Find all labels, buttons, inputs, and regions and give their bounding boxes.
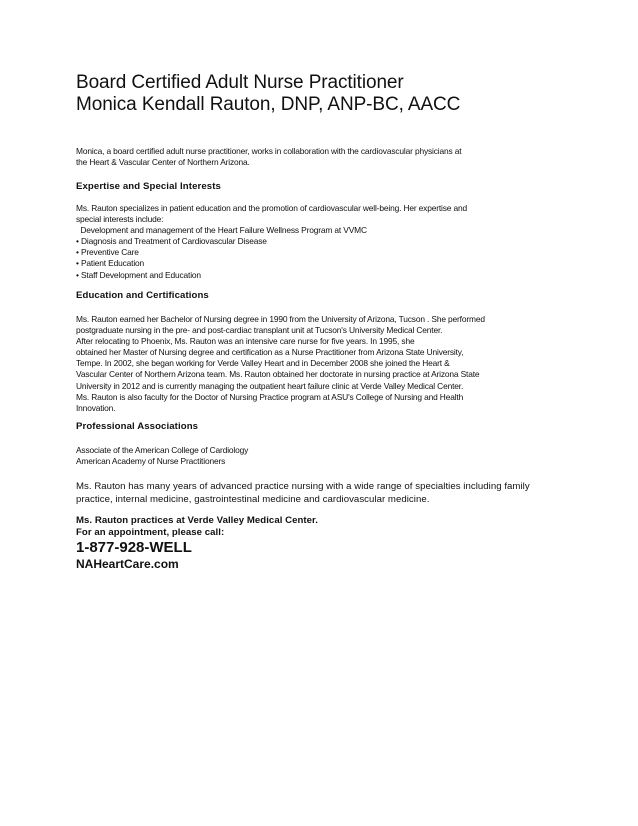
- education-line: Innovation.: [76, 402, 116, 413]
- cta-appointment: For an appointment, please call:: [76, 527, 225, 538]
- expertise-line: special interests include:: [76, 214, 164, 225]
- list-item: • Preventive Care: [76, 247, 139, 258]
- education-line: Ms. Rauton earned her Bachelor of Nursing degree in 1990 from the University of Arizona, Tucson . She performed: [76, 314, 485, 324]
- website-link[interactable]: NAHeartCare.com: [76, 557, 179, 571]
- association-line: American Academy of Nurse Practitioners: [76, 456, 226, 467]
- intro-paragraph: [76, 146, 576, 168]
- document-title: Board Certified Adult Nurse Practitioner: [76, 72, 404, 93]
- expertise-heading: Expertise and Special Interests: [76, 181, 221, 192]
- expertise-line: Development and management of the Heart Failure Wellness Program at VVMC: [76, 225, 367, 236]
- expertise-line: Ms. Rauton specializes in patient education and the promotion of cardiovascular well-being. Her expertise and: [76, 203, 467, 213]
- education-line: Ms. Rauton is also faculty for the Doctor of Nursing Practice program at ASU's College of Nursing and Health: [76, 391, 464, 402]
- education-line: University in 2012 and is currently managing the outpatient heart failure clinic at Verde Valley Medical Center.: [76, 380, 464, 391]
- association-line: Associate of the American College of Cardiology: [76, 445, 249, 455]
- summary-line: Ms. Rauton has many years of advanced practice nursing with a wide range of specialties including family: [76, 481, 530, 492]
- cta-location: Ms. Rauton practices at Verde Valley Medical Center.: [76, 515, 319, 526]
- associations-heading: Professional Associations: [76, 421, 199, 432]
- phone-number[interactable]: 1-877-928-WELL: [76, 539, 192, 556]
- education-line: After relocating to Phoenix, Ms. Rauton was an intensive care nurse for five years. In 1995, she: [76, 336, 415, 347]
- intro-line: the Heart & Vascular Center of Northern Arizona.: [76, 157, 250, 168]
- education-line: Vascular Center of Northern Arizona team. Ms. Rauton obtained her doctorate in nursing practice at Arizona State: [76, 369, 480, 380]
- expertise-list: [76, 236, 576, 280]
- education-section: [76, 314, 576, 414]
- expertise-section: [76, 203, 576, 281]
- list-item: • Patient Education: [76, 258, 145, 269]
- summary-line: practice, internal medicine, gastrointestinal medicine and cardiovascular medicine.: [76, 494, 430, 506]
- education-heading: Education and Certifications: [76, 290, 209, 301]
- summary-paragraph: [76, 480, 576, 507]
- associations-section: [76, 445, 576, 467]
- list-item: • Staff Development and Education: [76, 269, 201, 280]
- education-line: Tempe. In 2002, she began working for Verde Valley Heart and in December 2008 she joined the Heart &: [76, 358, 450, 369]
- education-line: obtained her Master of Nursing degree and certification as a Nurse Practitioner from Arizona State University,: [76, 347, 464, 358]
- list-item: • Diagnosis and Treatment of Cardiovascular Disease: [76, 236, 267, 247]
- intro-line: Monica, a board certified adult nurse practitioner, works in collaboration with the cardiovascular physicians at: [76, 146, 462, 156]
- education-line: postgraduate nursing in the pre- and post-cardiac transplant unit at Tucson's University Medical Center.: [76, 325, 443, 336]
- provider-name: Monica Kendall Rauton, DNP, ANP-BC, AACC: [76, 94, 461, 115]
